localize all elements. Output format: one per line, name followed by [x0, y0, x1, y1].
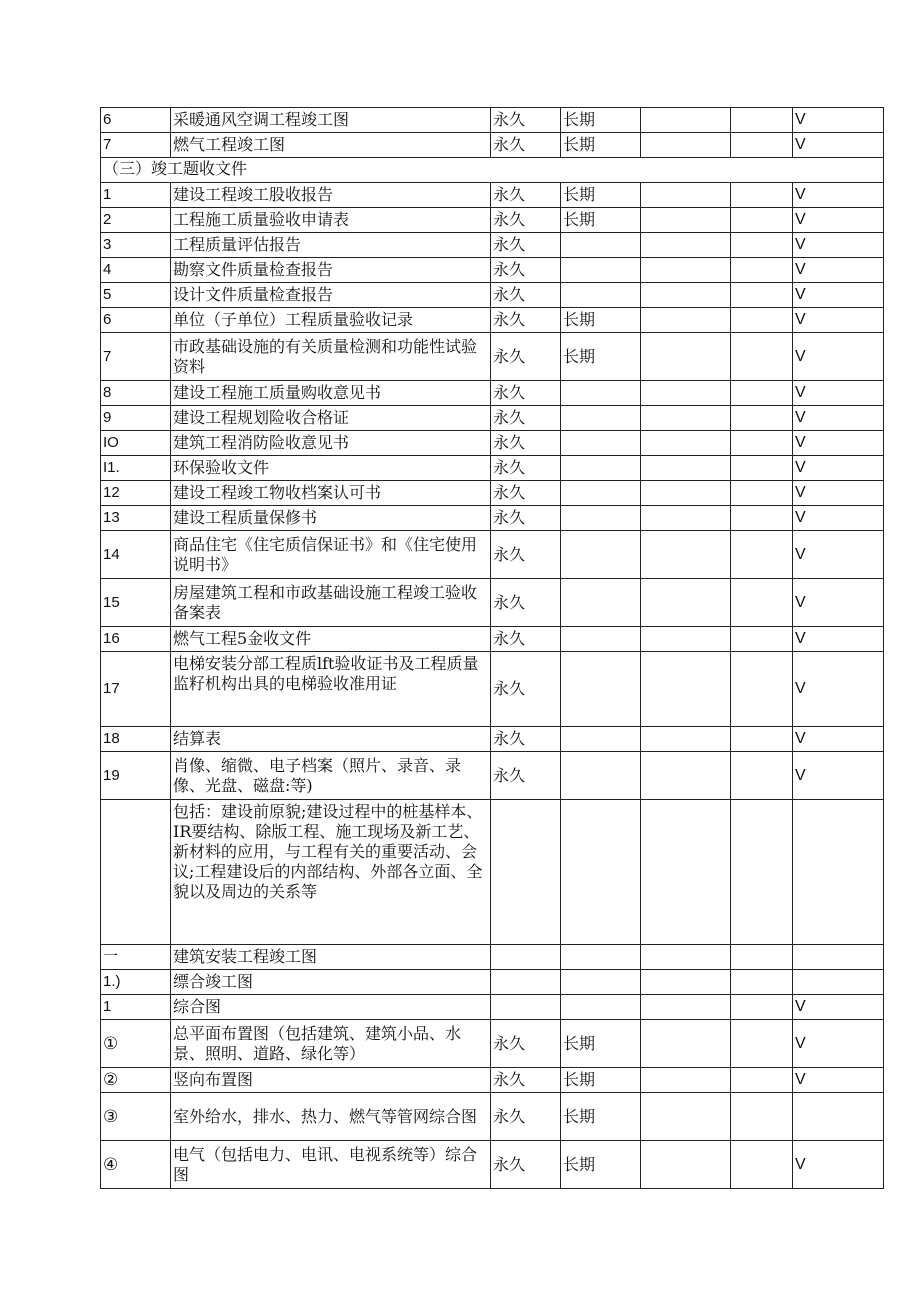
retention-period-cell: 长期	[561, 183, 641, 208]
retention-period-cell: 永久	[491, 727, 561, 752]
retention-period-cell: 永久	[491, 108, 561, 133]
document-name-cell: 设计文件质量检查报告	[171, 283, 491, 308]
retention-period-cell	[561, 283, 641, 308]
blank-cell	[641, 333, 731, 381]
row-number-cell: 14	[101, 531, 171, 579]
table-row	[101, 1093, 884, 1141]
retention-period-cell: 长期	[561, 308, 641, 333]
retention-period-cell: 永久	[491, 506, 561, 531]
retention-period-cell	[491, 945, 561, 970]
retention-period-cell: 长期	[561, 208, 641, 233]
blank-cell	[641, 1141, 731, 1189]
blank-cell	[731, 333, 793, 381]
retention-period-cell: 永久	[491, 283, 561, 308]
table-row	[101, 1141, 884, 1189]
blank-cell	[731, 208, 793, 233]
retention-period-cell	[561, 752, 641, 800]
check-mark-cell: V	[793, 108, 884, 133]
blank-cell	[731, 283, 793, 308]
retention-period-cell: 永久	[491, 258, 561, 283]
blank-cell	[641, 800, 731, 945]
row-number-cell: I1.	[101, 456, 171, 481]
row-number-cell: 9	[101, 406, 171, 431]
row-number-cell: 7	[101, 333, 171, 381]
row-number-cell: ④	[101, 1141, 171, 1189]
retention-period-cell: 永久	[491, 579, 561, 627]
check-mark-cell: V	[793, 995, 884, 1020]
document-name-cell: 电梯安装分部工程质lft验收证书及工程质量监籽机构出具的电梯验收准用证	[171, 652, 491, 727]
row-number-cell: 8	[101, 381, 171, 406]
check-mark-cell: V	[793, 406, 884, 431]
retention-period-cell: 永久	[491, 531, 561, 579]
retention-period-cell: 长期	[561, 133, 641, 158]
retention-period-cell	[561, 579, 641, 627]
retention-period-cell: 长期	[561, 1068, 641, 1093]
document-name-cell: 建设工程质量保修书	[171, 506, 491, 531]
table-row	[101, 233, 884, 258]
table-row	[101, 406, 884, 431]
blank-cell	[731, 431, 793, 456]
blank-cell	[731, 381, 793, 406]
document-name-cell: 商品住宅《住宅质信保证书》和《住宅使用说明书》	[171, 531, 491, 579]
retention-period-cell: 长期	[561, 1093, 641, 1141]
row-number-cell: 1	[101, 183, 171, 208]
check-mark-cell: V	[793, 1141, 884, 1189]
table-row	[101, 456, 884, 481]
blank-cell	[641, 308, 731, 333]
retention-period-cell: 永久	[491, 1068, 561, 1093]
blank-cell	[731, 456, 793, 481]
document-name-cell: 单位（子单位）工程质量验收记录	[171, 308, 491, 333]
table-row	[101, 945, 884, 970]
blank-cell	[731, 183, 793, 208]
retention-period-cell: 永久	[491, 233, 561, 258]
archive-table-body	[101, 108, 884, 1189]
blank-cell	[641, 727, 731, 752]
check-mark-cell: V	[793, 1068, 884, 1093]
retention-period-cell: 永久	[491, 333, 561, 381]
blank-cell	[731, 1020, 793, 1068]
retention-period-cell	[561, 727, 641, 752]
retention-period-cell: 永久	[491, 183, 561, 208]
check-mark-cell: V	[793, 506, 884, 531]
table-row	[101, 727, 884, 752]
table-row	[101, 133, 884, 158]
blank-cell	[731, 506, 793, 531]
check-mark-cell: V	[793, 233, 884, 258]
blank-cell	[641, 506, 731, 531]
table-row	[101, 579, 884, 627]
blank-cell	[641, 406, 731, 431]
row-number-cell: 17	[101, 652, 171, 727]
retention-period-cell	[561, 945, 641, 970]
row-number-cell: 2	[101, 208, 171, 233]
document-name-cell: 建设工程规划险收合格证	[171, 406, 491, 431]
blank-cell	[641, 233, 731, 258]
blank-cell	[641, 1093, 731, 1141]
blank-cell	[731, 627, 793, 652]
retention-period-cell	[561, 431, 641, 456]
blank-cell	[641, 381, 731, 406]
retention-period-cell: 永久	[491, 381, 561, 406]
blank-cell	[731, 308, 793, 333]
document-name-cell: 勘察文件质量检查报告	[171, 258, 491, 283]
retention-period-cell: 永久	[491, 627, 561, 652]
retention-period-cell: 永久	[491, 652, 561, 727]
retention-period-cell	[561, 970, 641, 995]
blank-cell	[641, 1020, 731, 1068]
row-number-cell: 4	[101, 258, 171, 283]
blank-cell	[641, 183, 731, 208]
table-row	[101, 652, 884, 727]
retention-period-cell	[561, 627, 641, 652]
blank-cell	[731, 406, 793, 431]
blank-cell	[641, 208, 731, 233]
blank-cell	[641, 1068, 731, 1093]
blank-cell	[731, 133, 793, 158]
table-row	[101, 333, 884, 381]
document-name-cell: 建筑安装工程竣工图	[171, 945, 491, 970]
check-mark-cell: V	[793, 208, 884, 233]
section-title: （三）竣工题收文件	[101, 158, 884, 183]
document-name-cell: 结算表	[171, 727, 491, 752]
table-row	[101, 283, 884, 308]
table-row	[101, 258, 884, 283]
row-number-cell: ③	[101, 1093, 171, 1141]
retention-period-cell	[561, 406, 641, 431]
blank-cell	[641, 133, 731, 158]
blank-cell	[641, 945, 731, 970]
document-name-cell: 建筑工程消防险收意见书	[171, 431, 491, 456]
blank-cell	[641, 627, 731, 652]
check-mark-cell: V	[793, 258, 884, 283]
retention-period-cell: 永久	[491, 1020, 561, 1068]
row-number-cell: 3	[101, 233, 171, 258]
blank-cell	[731, 481, 793, 506]
row-number-cell: 7	[101, 133, 171, 158]
blank-cell	[641, 108, 731, 133]
blank-cell	[731, 579, 793, 627]
retention-period-cell: 长期	[561, 1141, 641, 1189]
check-mark-cell: V	[793, 727, 884, 752]
check-mark-cell	[793, 800, 884, 945]
retention-period-cell: 永久	[491, 406, 561, 431]
retention-period-cell	[561, 800, 641, 945]
document-name-cell: 房屋建筑工程和市政基础设施工程竣工验收备案表	[171, 579, 491, 627]
check-mark-cell: V	[793, 531, 884, 579]
check-mark-cell: V	[793, 333, 884, 381]
retention-period-cell: 长期	[561, 333, 641, 381]
blank-cell	[731, 995, 793, 1020]
retention-period-cell	[561, 258, 641, 283]
document-name-cell: 电气（包括电力、电讯、电视系统等）综合图	[171, 1141, 491, 1189]
check-mark-cell: V	[793, 431, 884, 456]
row-number-cell: 1.)	[101, 970, 171, 995]
check-mark-cell: V	[793, 183, 884, 208]
retention-period-cell: 永久	[491, 1093, 561, 1141]
check-mark-cell: V	[793, 579, 884, 627]
check-mark-cell: V	[793, 283, 884, 308]
retention-period-cell: 永久	[491, 481, 561, 506]
document-name-cell: 包括：建设前原貌;建设过程中的桩基样本、IR要结构、除版工程、施工现场及新工艺、新材料的应用，与工程有关的重要活动、会议;工程建设后的内部结构、外部各立面、全貌以及周边的关系等	[171, 800, 491, 945]
blank-cell	[641, 283, 731, 308]
table-row	[101, 381, 884, 406]
document-name-cell: 燃气工程竣工图	[171, 133, 491, 158]
row-number-cell: ①	[101, 1020, 171, 1068]
table-row	[101, 1020, 884, 1068]
blank-cell	[731, 1068, 793, 1093]
blank-cell	[641, 995, 731, 1020]
retention-period-cell: 永久	[491, 1141, 561, 1189]
row-number-cell: 5	[101, 283, 171, 308]
check-mark-cell: V	[793, 627, 884, 652]
row-number-cell: ②	[101, 1068, 171, 1093]
table-row	[101, 995, 884, 1020]
blank-cell	[731, 1141, 793, 1189]
check-mark-cell: V	[793, 308, 884, 333]
check-mark-cell: V	[793, 456, 884, 481]
retention-period-cell	[561, 531, 641, 579]
blank-cell	[731, 1093, 793, 1141]
document-name-cell: 建设工程竣工物收档案认可书	[171, 481, 491, 506]
check-mark-cell: V	[793, 133, 884, 158]
retention-period-cell: 永久	[491, 308, 561, 333]
retention-period-cell	[561, 456, 641, 481]
check-mark-cell: V	[793, 481, 884, 506]
blank-cell	[731, 108, 793, 133]
blank-cell	[731, 945, 793, 970]
blank-cell	[641, 456, 731, 481]
row-number-cell: 6	[101, 308, 171, 333]
retention-period-cell: 长期	[561, 1020, 641, 1068]
document-name-cell: 竖向布置图	[171, 1068, 491, 1093]
retention-period-cell	[491, 800, 561, 945]
blank-cell	[731, 727, 793, 752]
retention-period-cell	[561, 233, 641, 258]
check-mark-cell: V	[793, 652, 884, 727]
table-row	[101, 431, 884, 456]
blank-cell	[641, 579, 731, 627]
table-row	[101, 308, 884, 333]
table-row	[101, 183, 884, 208]
retention-period-cell: 长期	[561, 108, 641, 133]
document-name-cell: 总平面布置图（包括建筑、建筑小品、水景、照明、道路、绿化等）	[171, 1020, 491, 1068]
retention-period-cell	[491, 970, 561, 995]
blank-cell	[641, 258, 731, 283]
document-name-cell: 缥合竣工图	[171, 970, 491, 995]
blank-cell	[641, 652, 731, 727]
retention-period-cell: 永久	[491, 431, 561, 456]
row-number-cell: 13	[101, 506, 171, 531]
table-row	[101, 800, 884, 945]
blank-cell	[731, 800, 793, 945]
row-number-cell: 6	[101, 108, 171, 133]
retention-period-cell: 永久	[491, 752, 561, 800]
retention-period-cell: 永久	[491, 133, 561, 158]
row-number-cell	[101, 800, 171, 945]
retention-period-cell	[561, 481, 641, 506]
check-mark-cell	[793, 970, 884, 995]
row-number-cell: 1	[101, 995, 171, 1020]
document-name-cell: 肖像、缩微、电子档案（照片、录音、录像、光盘、磁盘:等)	[171, 752, 491, 800]
blank-cell	[731, 531, 793, 579]
row-number-cell: 12	[101, 481, 171, 506]
row-number-cell: 18	[101, 727, 171, 752]
table-row	[101, 531, 884, 579]
check-mark-cell: V	[793, 381, 884, 406]
document-name-cell: 市政基础设施的有关质量检测和功能性试验资料	[171, 333, 491, 381]
document-name-cell: 工程质量评估报告	[171, 233, 491, 258]
table-row	[101, 627, 884, 652]
blank-cell	[641, 970, 731, 995]
row-number-cell: 15	[101, 579, 171, 627]
retention-period-cell	[491, 995, 561, 1020]
row-number-cell: 16	[101, 627, 171, 652]
blank-cell	[641, 752, 731, 800]
retention-period-cell: 永久	[491, 456, 561, 481]
blank-cell	[731, 752, 793, 800]
document-name-cell: 采暖通风空调工程竣工图	[171, 108, 491, 133]
blank-cell	[641, 481, 731, 506]
document-name-cell: 工程施工质量验收申请表	[171, 208, 491, 233]
retention-period-cell	[561, 506, 641, 531]
check-mark-cell	[793, 945, 884, 970]
blank-cell	[731, 652, 793, 727]
table-row	[101, 752, 884, 800]
retention-period-cell: 永久	[491, 208, 561, 233]
check-mark-cell	[793, 1093, 884, 1141]
blank-cell	[731, 258, 793, 283]
table-row	[101, 208, 884, 233]
table-row	[101, 970, 884, 995]
row-number-cell: IO	[101, 431, 171, 456]
document-name-cell: 环保验收文件	[171, 456, 491, 481]
document-name-cell: 燃气工程5金收文件	[171, 627, 491, 652]
table-row	[101, 481, 884, 506]
document-name-cell: 建设工程施工质量购收意见书	[171, 381, 491, 406]
blank-cell	[731, 970, 793, 995]
row-number-cell: 19	[101, 752, 171, 800]
document-name-cell: 室外给水，排水、热力、燃气等管网综合图	[171, 1093, 491, 1141]
document-name-cell: 建设工程竣工股收报告	[171, 183, 491, 208]
table-row	[101, 108, 884, 133]
retention-period-cell	[561, 995, 641, 1020]
row-number-cell: 一	[101, 945, 171, 970]
archive-table	[100, 107, 884, 1189]
table-row	[101, 1068, 884, 1093]
check-mark-cell: V	[793, 752, 884, 800]
retention-period-cell	[561, 381, 641, 406]
blank-cell	[641, 431, 731, 456]
check-mark-cell: V	[793, 1020, 884, 1068]
document-name-cell: 综合图	[171, 995, 491, 1020]
table-row	[101, 506, 884, 531]
retention-period-cell	[561, 652, 641, 727]
section-header-row	[101, 158, 884, 183]
blank-cell	[731, 233, 793, 258]
blank-cell	[641, 531, 731, 579]
